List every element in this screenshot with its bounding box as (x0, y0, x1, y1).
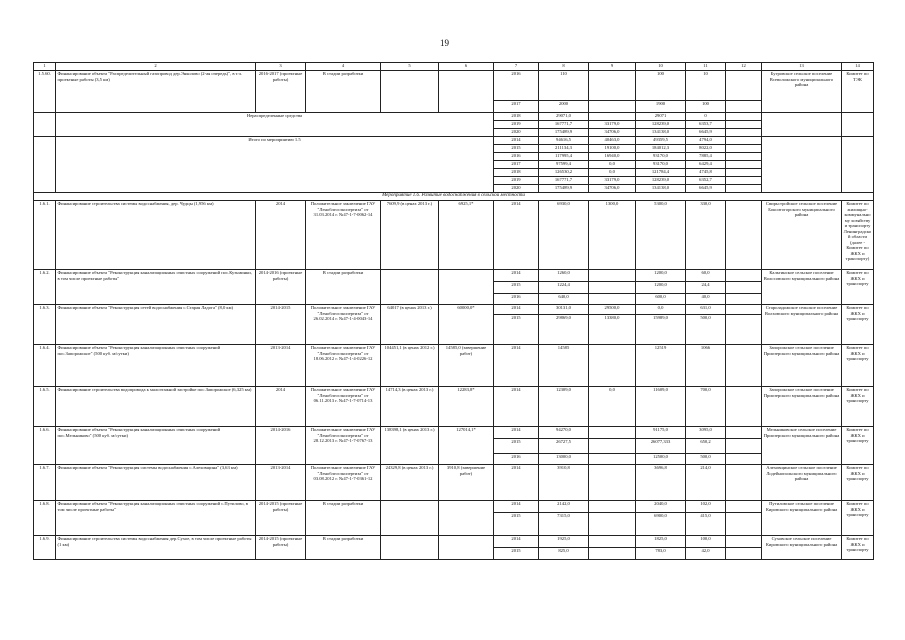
cost-cell (381, 270, 439, 305)
local-cell: 100,0 (686, 536, 726, 548)
object-name: Финансирование объекта "Распределительный газопровод дер.Энколово (2-ая очередь)", в т.ч. проектные работы (3,5 км) (56, 71, 256, 113)
remaining-cell: 3910,8 (завершение работ) (439, 465, 494, 501)
remaining-cell: 6925,1* (439, 201, 494, 270)
total-cell: 6930,0 (539, 201, 589, 270)
cost-cell: 7609,9 (в ценах 2013 г.) (381, 201, 439, 270)
object-name: Финансирование объекта "Реконструкция канализационных очистных сооружений пос.Мельниково" (500 куб. м/сутки) (56, 427, 256, 465)
documents-cell: В стадии разработки (306, 536, 381, 560)
local-cell: 8022,0 (686, 145, 726, 153)
empty-cell (726, 345, 762, 387)
regional-cell: 100 (636, 71, 686, 101)
empty-cell (726, 145, 762, 153)
total-cell: 175489,9 (539, 129, 589, 137)
table-row (34, 536, 874, 548)
column-header: 10 (636, 63, 686, 71)
cost-cell (381, 71, 439, 113)
remaining-cell: 14585,0 (завершение работ) (439, 345, 494, 387)
total-cell: 29869,0 (539, 315, 589, 345)
regional-cell: 128239,0 (636, 177, 686, 185)
empty-cell (726, 137, 762, 145)
total-cell: 3910,8 (539, 465, 589, 501)
committee-cell: Комитет по ЖКХ и транспорту (842, 427, 874, 465)
table-row (34, 193, 874, 201)
remaining-cell (439, 501, 494, 536)
row-number: 1.6.1. (34, 201, 56, 270)
table-row (34, 427, 874, 439)
local-cell: 42,0 (686, 548, 726, 560)
documents-cell: Положительное заключение ГАУ "Леноблгосэкспертиза" от 26.02.2014 г. №47-1-4-0043-14 (306, 305, 381, 345)
column-header: 3 (256, 63, 306, 71)
empty-cell (726, 439, 762, 454)
year-cell: 2015 (494, 145, 539, 153)
local-cell: 3095,0 (686, 427, 726, 439)
period-cell: 2014-2016 (проектные работы) (256, 270, 306, 305)
customer-cell: Алеховщинское сельское поселение Лодейнопольского муниципального района (762, 465, 842, 501)
regional-cell: 184012,3 (636, 145, 686, 153)
total-cell: 14585 (539, 345, 589, 387)
remaining-cell: 60000,0* (439, 305, 494, 345)
committee-cell: Комитет по жилищно-коммунальному хозяйству и транспорту Ленинградской области (далее - Комитет по ЖКХ и транспорту) (842, 201, 874, 270)
empty-cell (34, 137, 56, 193)
customer-cell: Запорожское сельское поселение Приозерского муниципального района (762, 387, 842, 427)
empty-cell (726, 454, 762, 465)
customer-cell: Свирьстройское сельское поселение Бокситогорского муниципального района (762, 201, 842, 270)
empty-cell (726, 282, 762, 294)
documents-cell: Положительное заключение ГАУ "Леноблгосэкспертиза" от 03.08.2012 г. №47-1-7-0361-12 (306, 465, 381, 501)
regional-cell: 1900 (636, 101, 686, 113)
row-number: 1.6.7. (34, 465, 56, 501)
row-number: 1.6.4. (34, 345, 56, 387)
federal-cell: 13380,0 (589, 315, 636, 345)
cost-cell: 24329,8 (в ценах 2013 г.) (381, 465, 439, 501)
documents-cell: Положительное заключение ГАУ "Леноблгосэкспертиза" от 18.06.2012 г. №47-1-4-0226-12 (306, 345, 381, 387)
documents-cell: Положительное заключение ГАУ "Леноблгосэкспертиза" от 28.12.2013 г. №47-1-7-0767-13 (306, 427, 381, 465)
table-row (34, 71, 874, 101)
empty-cell (726, 305, 762, 315)
total-cell: 94270,0 (539, 427, 589, 439)
empty-cell (726, 294, 762, 305)
empty-cell (726, 548, 762, 560)
section-title: Мероприятие 1.6. Развитие водоснабжения в сельской местности (34, 193, 874, 201)
empty-cell (726, 270, 762, 282)
table-row (34, 63, 874, 71)
period-cell: 2014-2015 (проектные работы) (256, 501, 306, 536)
regional-cell: 3696,8 (636, 465, 686, 501)
period-cell: 2014 (256, 201, 306, 270)
period-cell: 2014-2015 (256, 305, 306, 345)
total-cell: 110 (539, 71, 589, 101)
empty-cell (726, 501, 762, 513)
empty-cell (726, 177, 762, 185)
local-cell: 700,0 (686, 387, 726, 427)
total-cell: 1260,0 (539, 270, 589, 282)
period-cell: 2013-2014 (256, 345, 306, 387)
federal-cell (589, 270, 636, 282)
federal-cell (589, 465, 636, 501)
regional-cell: 26077,333 (636, 439, 686, 454)
committee-cell: Комитет по ЖКХ и транспорту (842, 270, 874, 305)
local-cell: 0 (686, 113, 726, 121)
local-cell: 6645,9 (686, 129, 726, 137)
year-cell: 2016 (494, 294, 539, 305)
total-cell: 211134,3 (539, 145, 589, 153)
year-cell: 2014 (494, 536, 539, 548)
cost-cell: 14714,3 (в ценах 2013 г.) (381, 387, 439, 427)
federal-cell (589, 548, 636, 560)
customer-cell: Кальтинское сельское поселение Волосовского муниципального района (762, 270, 842, 305)
federal-cell: 1300,0 (589, 201, 636, 270)
documents-cell: Положительное заключение ГАУ "Леноблгосэкспертиза" от 31.03.2014 г. №47-1-7-0062-14 (306, 201, 381, 270)
year-cell: 2017 (494, 161, 539, 169)
total-cell: 167771,7 (539, 121, 589, 129)
total-cell: 175489,9 (539, 185, 589, 193)
documents-cell: Положительное заключение ГАУ "Леноблгосэкспертиза" от 06.11.2013 г. №47-1-7-0714-13 (306, 387, 381, 427)
object-name: Финансирование объекта "Реконструкция сетей водоснабжения с.Старая Ладога" (8,0 км) (56, 305, 256, 345)
empty-cell (726, 129, 762, 137)
remaining-cell (439, 536, 494, 560)
year-cell: 2014 (494, 465, 539, 501)
cost-cell (381, 536, 439, 560)
regional-cell: 29071 (636, 113, 686, 121)
object-name: Финансирование объекта "Реконструкция канализационных очистных сооружений пос.Запорожское" (500 куб. м/сутки) (56, 345, 256, 387)
local-cell: 100 (686, 101, 726, 113)
empty-cell (726, 71, 762, 101)
total-cell: 29071,0 (539, 113, 589, 121)
empty-cell (842, 137, 874, 193)
year-cell: 2014 (494, 270, 539, 282)
page-number: 19 (440, 38, 449, 48)
column-header: 6 (439, 63, 494, 71)
total-cell: 117995,4 (539, 153, 589, 161)
total-cell: 1925,0 (539, 536, 589, 548)
total-cell: 94616,5 (539, 137, 589, 145)
total-cell: 13000,0 (539, 454, 589, 465)
regional-cell: 93170,0 (636, 161, 686, 169)
year-cell: 2014 (494, 201, 539, 270)
empty-cell (726, 513, 762, 536)
object-name: Финансирование строительства системы водоснабжения дер.Сухое, в том числе проектные работы (1 км) (56, 536, 256, 560)
column-header: 9 (589, 63, 636, 71)
regional-cell: 11609,0 (636, 387, 686, 427)
federal-cell: 19100,0 (589, 145, 636, 153)
year-cell: 2015 (494, 548, 539, 560)
local-cell: 60,0 (686, 270, 726, 282)
table-row (34, 305, 874, 315)
column-header: 8 (539, 63, 589, 71)
table-row (34, 387, 874, 427)
column-header: 14 (842, 63, 874, 71)
federal-cell (589, 427, 636, 439)
regional-cell: 15989,0 (636, 315, 686, 345)
empty-cell (762, 113, 842, 137)
federal-cell (589, 345, 636, 387)
row-number: 1.6.6. (34, 427, 56, 465)
object-name: Финансирование объекта "Реконструкция канализационных очистных сооружений пос.Кузьминки, в том числе проектные работы" (56, 270, 256, 305)
empty-cell (726, 185, 762, 193)
remaining-cell (439, 270, 494, 305)
year-cell: 2017 (494, 101, 539, 113)
year-cell: 2020 (494, 185, 539, 193)
year-cell: 2018 (494, 169, 539, 177)
documents-cell: В стадии разработки (306, 501, 381, 536)
local-cell: 6352,7 (686, 177, 726, 185)
year-cell: 2014 (494, 137, 539, 145)
empty-cell (726, 153, 762, 161)
total-cell: 12309,0 (539, 387, 589, 427)
federal-cell (589, 294, 636, 305)
year-cell: 2020 (494, 129, 539, 137)
total-label: Итого по мероприятию 1.5 (56, 137, 494, 193)
year-cell: 2018 (494, 113, 539, 121)
customer-cell: Староладожское сельское поселение Волховского муниципального района (762, 305, 842, 345)
local-cell: 6353,7 (686, 121, 726, 129)
remaining-cell (439, 71, 494, 113)
federal-cell: 0,0 (589, 387, 636, 427)
period-cell: 2014-2016 (256, 427, 306, 465)
period-cell: 2014 (256, 387, 306, 427)
local-cell: 4745,8 (686, 169, 726, 177)
total-cell: 2142,0 (539, 501, 589, 513)
local-cell: 10 (686, 71, 726, 101)
period-cell: 2016-2017 (проектные работы) (256, 71, 306, 113)
table-row (34, 137, 874, 145)
customer-cell: Путиловское сельское поселение Кировского муниципального района (762, 501, 842, 536)
customer-cell: Мельниковское сельское поселение Приозерского муниципального района (762, 427, 842, 465)
customer-cell: Запорожское сельское поселение Приозерского муниципального района (762, 345, 842, 387)
year-cell: 2016 (494, 454, 539, 465)
table-row (34, 201, 874, 270)
table-body (34, 63, 874, 560)
regional-cell: 134138,0 (636, 185, 686, 193)
empty-cell (726, 315, 762, 345)
object-name: Финансирование объекта "Реконструкция системы водоснабжения с.Алеховщина" (3,63 км) (56, 465, 256, 501)
regional-cell: 49359,5 (636, 137, 686, 145)
year-cell: 2015 (494, 282, 539, 294)
empty-cell (726, 465, 762, 501)
object-name: Финансирование строительства водопровода к малоэтажной застройке пос.Запорожское (6,325 км) (56, 387, 256, 427)
local-cell: 7885,4 (686, 153, 726, 161)
column-header: 12 (726, 63, 762, 71)
total-cell: 26727,5 (539, 439, 589, 454)
federal-cell: 0,0 (589, 161, 636, 169)
empty-cell (726, 161, 762, 169)
regional-cell: 134138,0 (636, 129, 686, 137)
total-cell: 640,0 (539, 294, 589, 305)
period-cell: 2014-2015 (проектные работы) (256, 536, 306, 560)
local-cell: 500,0 (686, 454, 726, 465)
row-number: 1.6.5. (34, 387, 56, 427)
year-cell: 2015 (494, 315, 539, 345)
empty-cell (34, 113, 56, 137)
federal-cell (589, 439, 636, 454)
regional-cell: 121784,4 (636, 169, 686, 177)
cost-cell (381, 501, 439, 536)
year-cell: 2019 (494, 177, 539, 185)
federal-cell (589, 536, 636, 548)
remaining-cell: 127014,1* (439, 427, 494, 465)
year-cell: 2015 (494, 439, 539, 454)
local-cell: 650,2 (686, 439, 726, 454)
period-cell: 2013-2014 (256, 465, 306, 501)
total-cell: 30131,0 (539, 305, 589, 315)
year-cell: 2014 (494, 501, 539, 513)
empty-cell (726, 113, 762, 121)
local-cell: 24,4 (686, 282, 726, 294)
table-row (34, 465, 874, 501)
local-cell: 214,0 (686, 465, 726, 501)
year-cell: 2014 (494, 345, 539, 387)
empty-cell (842, 113, 874, 137)
federal-cell: 16940,0 (589, 153, 636, 161)
empty-cell (726, 536, 762, 548)
federal-cell: 33179,0 (589, 121, 636, 129)
year-cell: 2019 (494, 121, 539, 129)
documents-cell: В стадии разработки (306, 270, 381, 305)
total-cell: 167771,7 (539, 177, 589, 185)
total-cell: 7315,0 (539, 513, 589, 536)
total-cell: 2000 (539, 101, 589, 113)
row-number: 1.6.8. (34, 501, 56, 536)
federal-cell: 34706,0 (589, 185, 636, 193)
local-cell: 631,0 (686, 305, 726, 315)
federal-cell: 29500,0 (589, 305, 636, 315)
federal-cell (589, 501, 636, 513)
object-name: Финансирование строительства системы водоснабжения, дер. Чудцы (1,956 км) (56, 201, 256, 270)
federal-cell: 0,0 (589, 169, 636, 177)
federal-cell (589, 71, 636, 101)
row-number: 1.6.3. (34, 305, 56, 345)
object-name: Финансирование объекта "Реконструкция канализационных очистных сооружений с.Путилово, в том числе проектные работы" (56, 501, 256, 536)
committee-cell: Комитет по ТЭК (842, 71, 874, 113)
empty-cell (726, 121, 762, 129)
cost-cell: 104451,1 (в ценах 2012 г.) (381, 345, 439, 387)
empty-cell (726, 427, 762, 439)
total-cell: 1224,4 (539, 282, 589, 294)
customer-cell: Суховское сельское поселение Кировского муниципального района (762, 536, 842, 560)
committee-cell: Комитет по ЖКХ и транспорту (842, 345, 874, 387)
column-header: 7 (494, 63, 539, 71)
regional-cell: 128239,0 (636, 121, 686, 129)
documents-cell: В стадии разработки (306, 71, 381, 113)
federal-cell (589, 113, 636, 121)
year-cell: 2015 (494, 513, 539, 536)
federal-cell (589, 282, 636, 294)
regional-cell: 91175,0 (636, 427, 686, 439)
table-row (34, 113, 874, 121)
column-header: 5 (381, 63, 439, 71)
federal-cell: 40463,0 (589, 137, 636, 145)
local-cell: 102,0 (686, 501, 726, 513)
remaining-cell: 12283,8* (439, 387, 494, 427)
regional-cell: 600,0 (636, 294, 686, 305)
regional-cell: 1200,0 (636, 270, 686, 282)
column-header: 1 (34, 63, 56, 71)
regional-cell: 93170,0 (636, 153, 686, 161)
total-cell: 126530,2 (539, 169, 589, 177)
empty-cell (726, 201, 762, 270)
empty-cell (762, 137, 842, 193)
regional-cell: 0,0 (636, 305, 686, 315)
federal-cell: 33179,0 (589, 177, 636, 185)
local-cell: 40,0 (686, 294, 726, 305)
committee-cell: Комитет по ЖКХ и транспорту (842, 387, 874, 427)
local-cell: 6429,4 (686, 161, 726, 169)
undistributed-label: Нераспределенные средства (56, 113, 494, 137)
federal-cell (589, 454, 636, 465)
table-row (34, 270, 874, 282)
federal-cell (589, 513, 636, 536)
federal-cell (589, 101, 636, 113)
program-table (33, 62, 874, 560)
year-cell: 2016 (494, 71, 539, 101)
year-cell: 2016 (494, 153, 539, 161)
empty-cell (726, 169, 762, 177)
committee-cell: Комитет по ЖКХ и транспорту (842, 465, 874, 501)
total-cell: 97599,4 (539, 161, 589, 169)
cost-cell: 138398,1 (в ценах 2013 г.) (381, 427, 439, 465)
committee-cell: Комитет по ЖКХ и транспорту (842, 536, 874, 560)
regional-cell: 12519 (636, 345, 686, 387)
year-cell: 2014 (494, 387, 539, 427)
committee-cell: Комитет по ЖКХ и транспорту (842, 305, 874, 345)
customer-cell: Бугровское сельское поселение Всеволожского муниципального района (762, 71, 842, 113)
column-header: 2 (56, 63, 256, 71)
local-cell: 500,0 (686, 315, 726, 345)
regional-cell: 5300,0 (636, 201, 686, 270)
column-header: 11 (686, 63, 726, 71)
year-cell: 2014 (494, 427, 539, 439)
row-number: 1.6.9. (34, 536, 56, 560)
regional-cell: 6900,0 (636, 513, 686, 536)
row-number: 1.5.60. (34, 71, 56, 113)
local-cell: 6645,9 (686, 185, 726, 193)
year-cell: 2014 (494, 305, 539, 315)
column-header: 13 (762, 63, 842, 71)
federal-cell: 34706,0 (589, 129, 636, 137)
table-row (34, 345, 874, 387)
table-row (34, 501, 874, 513)
local-cell: 1066 (686, 345, 726, 387)
empty-cell (726, 101, 762, 113)
local-cell: 4794,0 (686, 137, 726, 145)
regional-cell: 2040,0 (636, 501, 686, 513)
local-cell: 330,0 (686, 201, 726, 270)
regional-cell: 1825,0 (636, 536, 686, 548)
row-number: 1.6.2. (34, 270, 56, 305)
total-cell: 825,0 (539, 548, 589, 560)
regional-cell: 783,0 (636, 548, 686, 560)
committee-cell: Комитет по ЖКХ и транспорту (842, 501, 874, 536)
regional-cell: 12500,0 (636, 454, 686, 465)
column-header: 4 (306, 63, 381, 71)
regional-cell: 1200,0 (636, 282, 686, 294)
cost-cell: 64017 (в ценах 2013 г.) (381, 305, 439, 345)
local-cell: 415,0 (686, 513, 726, 536)
empty-cell (726, 387, 762, 427)
